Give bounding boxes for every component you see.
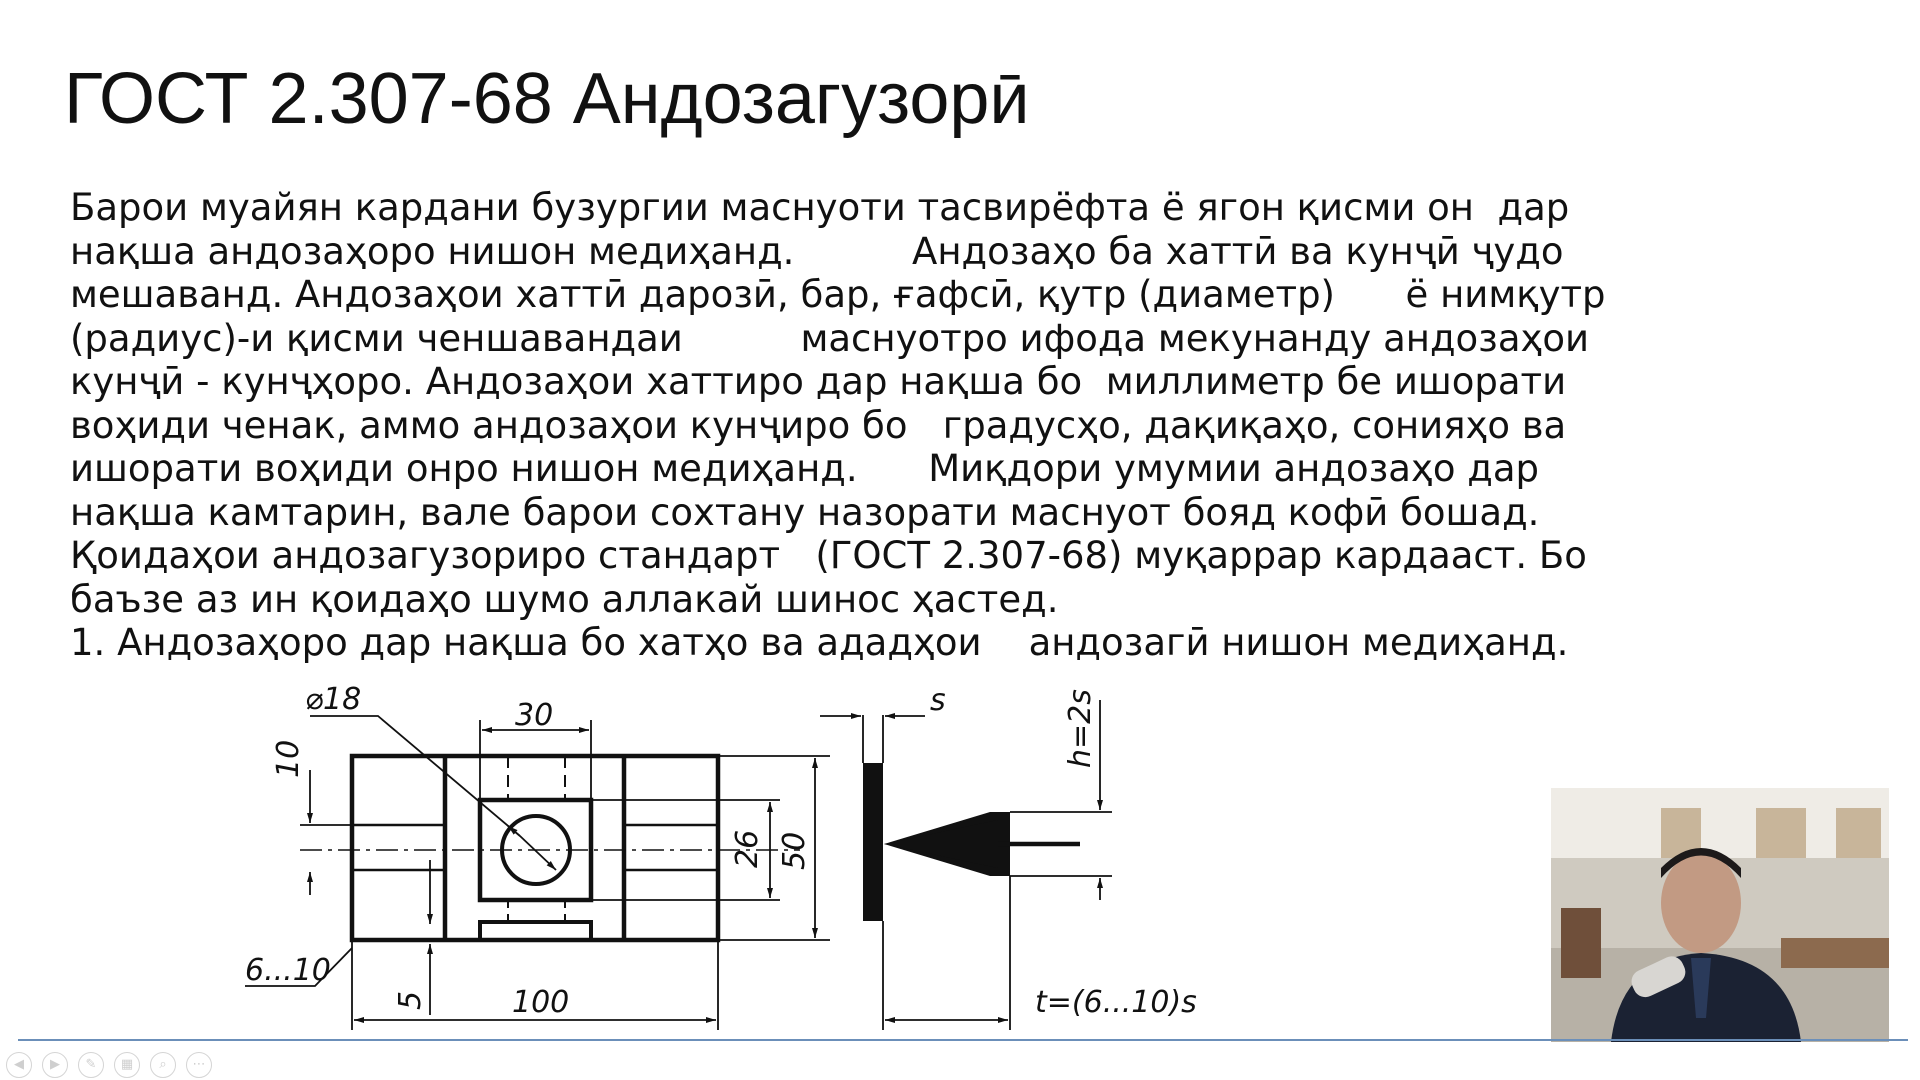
next-icon[interactable]: ▶ [42, 1052, 68, 1078]
part-front-view [300, 756, 800, 940]
dim-diameter-label: ⌀18 [305, 682, 362, 717]
dim-50-label: 50 [777, 831, 812, 870]
slides-grid-icon[interactable]: ▦ [114, 1052, 140, 1078]
paragraph-line: воҳиди ченак, аммо андозаҳои кунҷиро бо градусҳо, дақиқаҳо, сонияҳо ва [70, 403, 1567, 447]
paragraph-line: Барои муайян кардани бузургии маснуоти тасвирёфта ё ягон қисми он дар [70, 186, 1570, 229]
paragraph-line: нақша андозаҳоро нишон медиҳанд. Андозаҳо ба хаттӣ ва кунҷӣ ҷудо [70, 229, 1564, 273]
pen-icon[interactable]: ✎ [78, 1052, 104, 1078]
paragraph-line: баъзе аз ин қоидаҳо шумо аллакай шинос ҳастед. [70, 577, 1059, 621]
slideshow-controls [6, 1052, 212, 1078]
dim-30-label: 30 [515, 698, 554, 733]
dim-6-10-label: 6...10 [245, 953, 331, 988]
paragraph-line: Қоидаҳои андозагузориро стандарт (ГОСТ 2.307-68) муқаррар кардааст. Бо [70, 534, 1587, 577]
dim-5-label: 5 [393, 990, 428, 1010]
dim-s-label: s [930, 683, 946, 718]
paragraph-line: мешаванд. Андозаҳои хаттӣ дарозӣ, бар, ғафсӣ, қутр (диаметр) ё нимқутр [70, 273, 1606, 316]
paragraph-line: ишорати воҳиди онро нишон медиҳанд. Миқдори умумии андозаҳо дар [70, 447, 1539, 490]
dim-10-label: 10 [271, 739, 306, 778]
paragraph-line: нақша камтарин, вале барои сохтану назорати маснуот бояд кофӣ бошад. [70, 490, 1540, 534]
dim-100-label: 100 [512, 985, 570, 1020]
dim-t-label: t=(6...10)s [1035, 985, 1197, 1020]
paragraph-line: 1. Андозаҳоро дар нақша бо хатҳо ва ададҳои андозагӣ нишон медиҳанд. [70, 621, 1569, 664]
presenter-webcam-video [1551, 788, 1889, 1042]
zoom-icon[interactable]: ⌕ [150, 1052, 176, 1078]
slide-bottom-rule [18, 1039, 1908, 1041]
previous-icon[interactable]: ◀ [6, 1052, 32, 1078]
dim-26-label: 26 [730, 829, 765, 868]
more-options-icon[interactable]: ⋯ [186, 1052, 212, 1078]
dim-h-label: h=2s [1063, 689, 1098, 768]
paragraph-line: (радиус)-и қисми ченшавандаи маснуотро ифода мекунанду андозаҳои [70, 316, 1590, 360]
dimension-lines [245, 716, 830, 1030]
slide-title: ГОСТ 2.307-68 Андозагузорӣ [64, 59, 1030, 139]
paragraph-line: кунҷӣ - кунҷҳоро. Андозаҳои хаттиро дар нақша бо миллиметр бе ишорати [70, 360, 1567, 403]
